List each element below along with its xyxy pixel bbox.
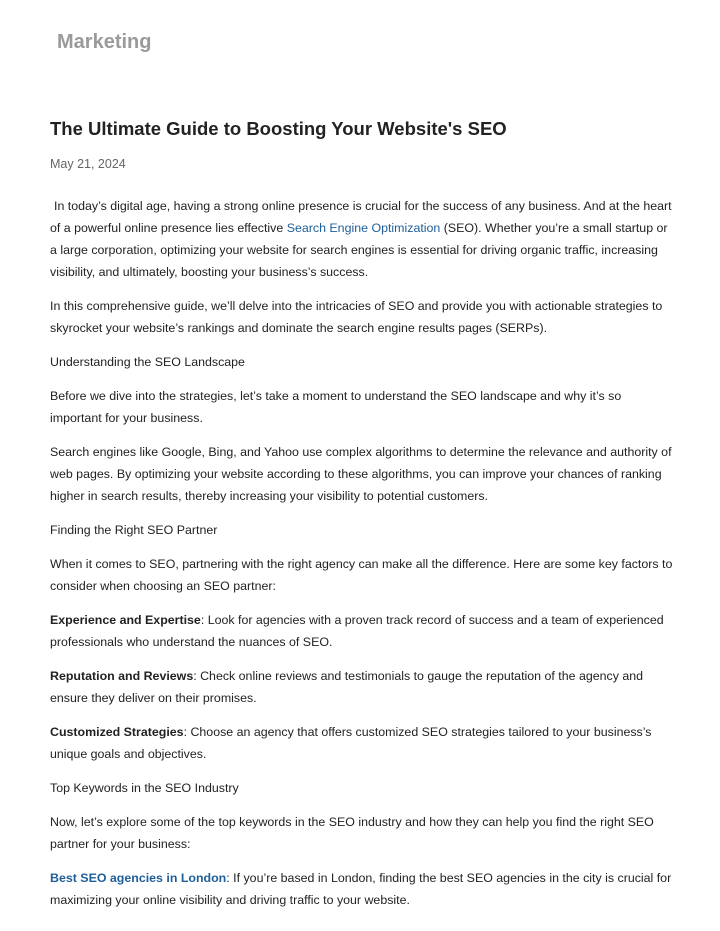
keyword-london-text: : If you’re based in London, finding the best SEO agencies in the city is crucial for maximizing your online visibility and driving traffic to your website. bbox=[50, 871, 672, 907]
seo-link[interactable]: Search Engine Optimization bbox=[286, 221, 441, 235]
article-body bbox=[50, 195, 675, 923]
paragraph-search-engines: Search engines like Google, Bing, and Yahoo use complex algorithms to determine the relevance and authority of web pages. By optimizing your website according to these algorithms, you can improve your chances of ranking higher in search results, thereby increasing your visibility to potential customers. bbox=[50, 445, 672, 503]
factor-experience-text: : Look for agencies with a proven track record of success and a team of experienced professionals who understand the nuances of SEO. bbox=[50, 613, 664, 649]
category-label: Marketing bbox=[57, 31, 152, 53]
factor-experience bbox=[50, 609, 675, 653]
best-seo-agencies-london-link[interactable]: Best SEO agencies in London bbox=[50, 871, 227, 885]
article-title: The Ultimate Guide to Boosting Your Website's SEO bbox=[50, 118, 507, 139]
keyword-london bbox=[50, 867, 675, 911]
paragraph-partner-intro: When it comes to SEO, partnering with the right agency can make all the difference. Here are some key factors to consider when choosing an SEO partner: bbox=[50, 557, 673, 593]
factor-experience-label: Experience and Expertise bbox=[50, 613, 201, 627]
paragraph-landscape-intro: Before we dive into the strategies, let’s take a moment to understand the SEO landscape and why it’s so important for your business. bbox=[50, 389, 622, 425]
paragraph-guide-overview: In this comprehensive guide, we’ll delve into the intricacies of SEO and provide you with actionable strategies to skyrocket your website’s rankings and dominate the search engine results pages (SERPs). bbox=[50, 299, 663, 335]
paragraph-keywords-intro: Now, let’s explore some of the top keywords in the SEO industry and how they can help you find the right SEO partner for your business: bbox=[50, 815, 654, 851]
factor-strategies-label: Customized Strategies bbox=[50, 725, 184, 739]
section-heading-seo-partner: Finding the Right SEO Partner bbox=[50, 523, 218, 537]
section-heading-seo-landscape: Understanding the SEO Landscape bbox=[50, 355, 245, 369]
factor-strategies-text: : Choose an agency that offers customized SEO strategies tailored to your business’s unique goals and objectives. bbox=[50, 725, 652, 761]
factor-reputation bbox=[50, 665, 675, 709]
factor-reputation-text: : Check online reviews and testimonials to gauge the reputation of the agency and ensure they deliver on their promises. bbox=[50, 669, 644, 705]
intro-text-before-link: In today’s digital age, having a strong online presence is crucial for the success of any business. And at the heart of a powerful online presence lies effective bbox=[50, 199, 672, 235]
intro-paragraph bbox=[50, 195, 675, 283]
factor-strategies bbox=[50, 721, 675, 765]
intro-text-after-link: (SEO). Whether you’re a small startup or a large corporation, optimizing your website for search engines is essential for driving organic traffic, increasing visibility, and ultimately, boosting your business’s success. bbox=[50, 221, 668, 279]
factor-reputation-label: Reputation and Reviews bbox=[50, 669, 194, 683]
section-heading-top-keywords: Top Keywords in the SEO Industry bbox=[50, 781, 239, 795]
article-date: May 21, 2024 bbox=[50, 157, 126, 171]
